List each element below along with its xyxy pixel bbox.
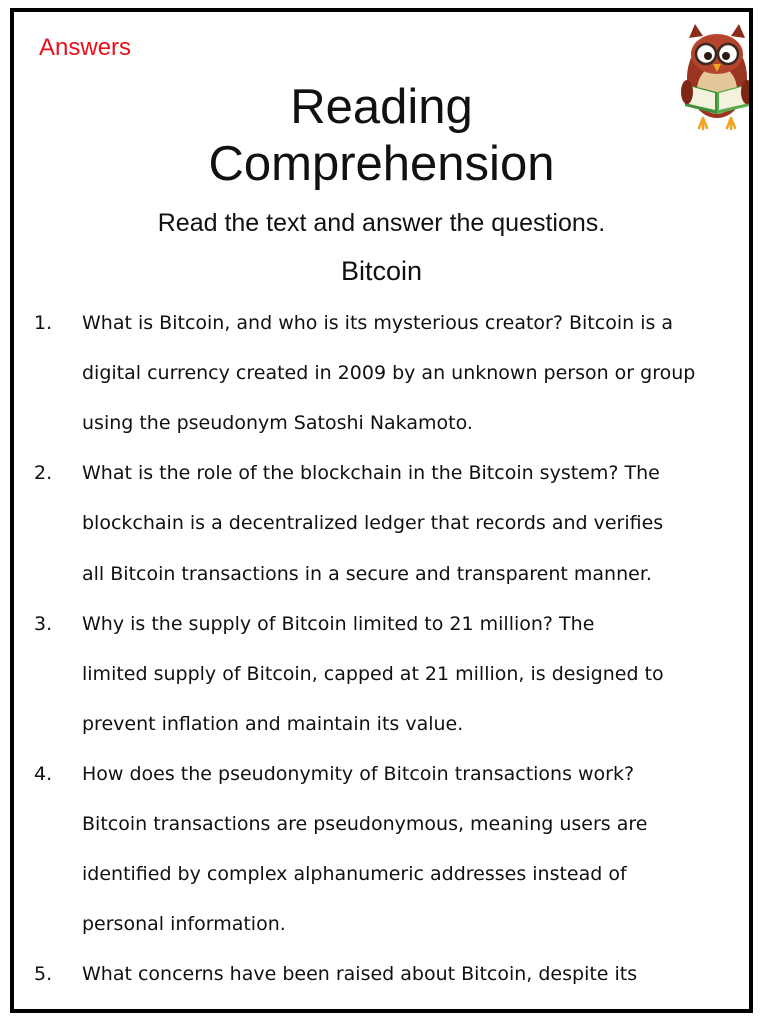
question-number: 4. bbox=[34, 763, 53, 785]
question-text-line: using the pseudonym Satoshi Nakamoto. bbox=[82, 412, 473, 434]
page-title-line-1: Reading bbox=[290, 80, 473, 134]
question-text-line: What is the role of the blockchain in the Bitcoin system? The bbox=[82, 462, 660, 484]
question-text-line: blockchain is a decentralized ledger that records and verifies bbox=[82, 512, 664, 534]
question-text-line: identified by complex alphanumeric addresses instead of bbox=[82, 863, 627, 885]
question-text-line: Why is the supply of Bitcoin limited to 21 million? The bbox=[82, 613, 595, 635]
question-text-line: limited supply of Bitcoin, capped at 21 million, is designed to bbox=[82, 663, 664, 685]
question-text-line: What is Bitcoin, and who is its mysterious creator? Bitcoin is a bbox=[82, 312, 674, 334]
question-number: 5. bbox=[34, 963, 53, 985]
question-number: 2. bbox=[34, 462, 53, 484]
question-text-line: personal information. bbox=[82, 913, 286, 935]
instructions: Read the text and answer the questions. bbox=[157, 209, 606, 237]
answers-label: Answers bbox=[39, 34, 132, 61]
question-text-line: How does the pseudonymity of Bitcoin transactions work? bbox=[82, 763, 635, 785]
question-text-line: prevent inflation and maintain its value. bbox=[82, 713, 464, 735]
question-text-line: Bitcoin transactions are pseudonymous, meaning users are bbox=[82, 813, 648, 835]
page-title-line-2: Comprehension bbox=[208, 137, 555, 191]
question-text-line: digital currency created in 2009 by an unknown person or group bbox=[82, 362, 696, 384]
question-number: 1. bbox=[34, 312, 53, 334]
topic-heading: Bitcoin bbox=[340, 256, 423, 286]
worksheet-frame bbox=[10, 8, 753, 1013]
question-text-line: all Bitcoin transactions in a secure and transparent manner. bbox=[82, 563, 652, 585]
question-text-line: What concerns have been raised about Bitcoin, despite its bbox=[82, 963, 638, 985]
question-number: 3. bbox=[34, 613, 53, 635]
